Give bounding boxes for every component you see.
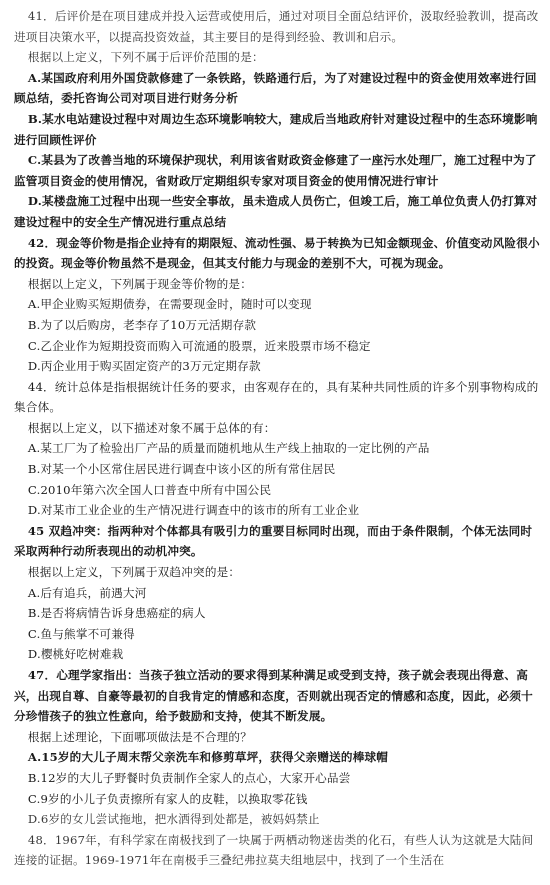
option-b: B.为了以后购房，老李存了10万元活期存款 (27, 317, 257, 332)
question-stem: 48．1967年，有科学家在南极找到了一块属于两栖动物迷齿类的化石，有些人认为这就是大陆间连接的证据。1969-1971年在南极手三叠纪弗拉莫夫组地层中，找到了一个生活在 (14, 832, 534, 868)
question-47 (14, 665, 540, 830)
option-b: B.是否将病情告诉身患癌症的病人 (27, 606, 206, 621)
option-d: D.樱桃好吃树难栽 (27, 647, 124, 662)
option-d: D.某楼盘施工过程中出现一些安全事故，虽未造成人员伤亡，但竣工后，施工单位负责人仍打算对建设过程中的安全生产情况进行重点总结 (14, 194, 538, 229)
question-prompt: 根据上述理论，下面哪项做法是不合理的？ (27, 729, 252, 744)
option-d: D.6岁的女儿尝试拖地，把水洒得到处都是，被妈妈禁止 (27, 812, 320, 827)
option-c: C.2010年第六次全国人口普查中所有中国公民 (27, 482, 272, 497)
question-stem: 44．统计总体是指根据统计任务的要求，由客观存在的，具有某种共同性质的许多个别事物构成的集合体。 (14, 379, 539, 415)
option-a: A.后有追兵，前遇大河 (27, 585, 147, 600)
option-c: C.9岁的小儿子负责擦所有家人的皮鞋，以换取零花钱 (27, 791, 308, 806)
question-stem: 47．心理学家指出：当孩子独立活动的要求得到某种满足或受到支持，孩子就会表现出得意、高兴，出现自尊、自豪等最初的自我肯定的情感和态度，否则就出现否定的情感和态度，因此，必须十分珍惜孩子的独立性意向，给予鼓励和支持，使其不断发展。 (14, 668, 533, 724)
option-a: A.15岁的大儿子周末帮父亲洗车和修剪草坪，获得父亲赠送的棒球帽 (27, 750, 389, 765)
option-b: B.对某一个小区常住居民进行调查中该小区的所有常住居民 (27, 462, 336, 477)
question-42 (14, 233, 540, 377)
option-a: A.甲企业购买短期债券，在需要现金时，随时可以变现 (27, 297, 312, 312)
option-a: A.某国政府利用外国贷款修建了一条铁路，铁路通行后，为了对建设过程中的资金使用效率进行回顾总结，委托咨询公司对项目进行财务分析 (14, 70, 537, 106)
question-stem: 41．后评价是在项目建成并投入运营或使用后，通过对项目全面总结评价，汲取经验教训，提高改进项目决策水平，以提高投资效益，其主要目的是得到经验、教训和启示。 (14, 9, 539, 44)
question-prompt: 根据以上定义，以下描述对象不属于总体的有： (27, 420, 276, 435)
option-d: D.丙企业用于购买固定资产的3万元定期存款 (27, 359, 261, 374)
option-a: A.某工厂为了检验出厂产品的质量而随机地从生产线上抽取的一定比例的产品 (27, 441, 430, 456)
option-c: C.鱼与熊掌不可兼得 (27, 626, 135, 641)
question-stem: 45 双趋冲突：指两种对个体都具有吸引力的重要目标同时出现，而由于条件限制，个体无法同时采取两种行动所表现出的动机冲突。 (14, 523, 533, 559)
question-41 (14, 6, 540, 233)
option-c: C.乙企业作为短期投资而购入可流通的股票，近来股票市场不稳定 (27, 338, 371, 353)
question-prompt: 根据以上定义，下列不属于后评价范围的是： (27, 50, 264, 65)
question-prompt: 根据以上定义，下列属于现金等价物的是： (27, 276, 252, 291)
option-b: B.12岁的大儿子野餐时负责制作全家人的点心，大家开心品尝 (27, 770, 351, 785)
question-45 (14, 521, 540, 665)
option-c: C.某县为了改善当地的环境保护现状，利用该省财政资金修建了一座污水处理厂，施工过程中为了监管项目资金的使用情况，省财政厅定期组织专家对项目资金的使用情况进行审计 (14, 153, 537, 188)
option-d: D.对某市工业企业的生产情况进行调查中的该市的所有工业企业 (27, 503, 360, 518)
question-48 (14, 830, 540, 871)
question-44 (14, 377, 540, 521)
question-prompt: 根据以上定义，下列属于双趋冲突的是： (27, 565, 241, 580)
question-stem: 42．现金等价物是指企业持有的期限短、流动性强、易于转换为已知金额现金、价值变动风险很小的投资。现金等价物虽然不是现金，但其支付能力与现金的差别不大，可视为现金。 (14, 235, 540, 271)
option-b: B.某水电站建设过程中对周边生态环境影响较大，建成后当地政府针对建设过程中的生态环境影响进行回顾性评价 (14, 111, 538, 147)
